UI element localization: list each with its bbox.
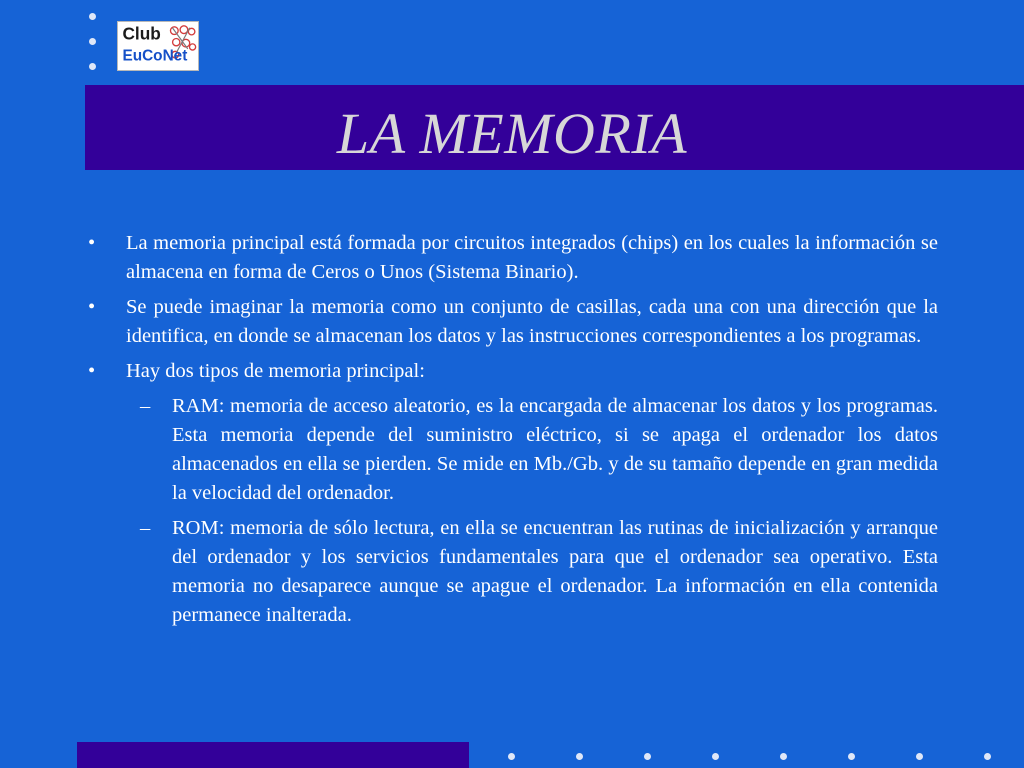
bullet-text: La memoria principal está formada por circuitos integrados (chips) en los cuales la información se almacena en forma de Ceros o Unos (Sistema Binario).: [126, 232, 938, 283]
decorative-dot: [89, 13, 96, 20]
club-euconet-logo-graphic: [118, 22, 198, 70]
slide-title: LA MEMORIA: [336, 101, 688, 166]
bullet-marker: •: [88, 360, 96, 382]
decorative-dot: [712, 753, 719, 760]
sub-bullet-text: RAM: memoria de acceso aleatorio, es la encargada de almacenar los datos y los programas. Esta memoria depende del suministro eléctrico, si se apaga el ordenador los datos almacenados en ella se pierden. Se mide en Mb./Gb. y de su tamaño depende en gran medida la velocidad del ordenador.: [172, 395, 938, 504]
decorative-dot: [916, 753, 923, 760]
decorative-dot: [984, 753, 991, 760]
sub-bullet-marker: –: [140, 517, 151, 539]
bullet-marker: •: [88, 232, 96, 254]
decorative-dot: [848, 753, 855, 760]
decorative-dot: [576, 753, 583, 760]
bullet-memory-casillas: [88, 293, 938, 351]
decorative-dot: [508, 753, 515, 760]
logo-line-2: EuCoNet: [122, 47, 188, 65]
club-euconet-logo: [117, 21, 199, 71]
bullet-marker: •: [88, 296, 96, 318]
sub-bullet-text: ROM: memoria de sólo lectura, en ella se encuentran las rutinas de inicialización y arranque del ordenador y los servicios fundamentales para que el ordenador sea operativo. Esta memoria no desaparece aunque se apague el ordenador. La información en ella contenida permanece inalterada.: [172, 517, 938, 626]
sub-bullet-ram: [88, 392, 938, 508]
bullet-text: Se puede imaginar la memoria como un conjunto de casillas, cada una con una dirección que la identifica, en donde se almacenan los datos y las instrucciones correspondientes a los programas.: [126, 296, 938, 347]
bottom-decorative-dots: [508, 753, 1008, 763]
decorative-dot: [780, 753, 787, 760]
bullet-text: Hay dos tipos de memoria principal:: [126, 360, 425, 382]
decorative-dot: [89, 63, 96, 70]
decorative-dot: [89, 38, 96, 45]
bullet-memory-types: [88, 357, 938, 386]
top-decorative-dots: [86, 10, 100, 74]
sub-bullet-marker: –: [140, 395, 151, 417]
bullet-memory-principal: [88, 229, 938, 287]
decorative-dot: [644, 753, 651, 760]
sub-bullet-rom: [88, 514, 938, 630]
slide-content: [88, 229, 938, 636]
logo-line-1: Club: [122, 23, 161, 44]
bottom-band: [77, 742, 469, 768]
